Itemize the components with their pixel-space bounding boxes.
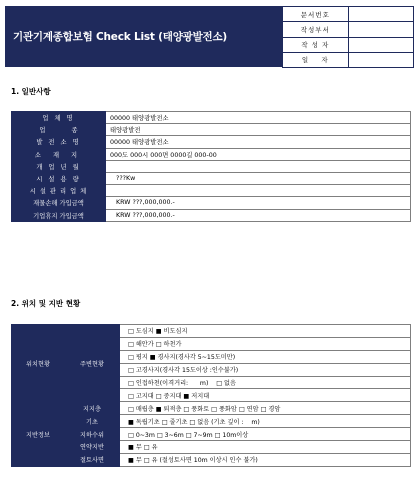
row-value[interactable] [106, 160, 411, 172]
meta-label-date: 일 자 [283, 52, 349, 67]
ground-row-label: 기초 [65, 415, 120, 428]
ground-row-label: 절토사면 [65, 453, 120, 466]
ground-row-label: 지지층 [65, 402, 120, 415]
row-label: 재물손해 가입금액 [12, 197, 106, 209]
document-title: 기관기계종합보험 Check List (태양광발전소) [5, 6, 282, 67]
meta-value-date[interactable] [348, 52, 413, 67]
table-row [12, 172, 411, 184]
row-label: 개 업 년 월 [12, 160, 106, 172]
row-label: 소 재 지 [12, 148, 106, 160]
row-value[interactable]: ???Kw [106, 172, 411, 184]
row-label: 시 설 관 리 업 체 [12, 185, 106, 197]
checkbox-option[interactable]: □ 평지 ■ 경사지(경사각 5~15도미만) [120, 350, 411, 363]
checkbox-option[interactable]: ■ 무 □ 유 [120, 441, 411, 454]
ground-row-label: 지하수위 [65, 428, 120, 441]
ground-row-label: 연약지반 [65, 441, 120, 454]
row-label: 업 종 [12, 124, 106, 136]
location-ground-table [11, 324, 411, 467]
meta-label-author: 작 성 자 [283, 37, 349, 52]
row-value[interactable]: KRW ???,000,000.- [106, 197, 411, 209]
row-value[interactable]: 000도 000시 000면 0000길 000-00 [106, 148, 411, 160]
table-row [12, 325, 411, 338]
checkbox-option[interactable]: ■ 독립기초 □ 줄기초 □ 없음 (기초 깊이 : m) [120, 415, 411, 428]
row-label: 발 전 소 명 [12, 136, 106, 148]
table-row [12, 453, 411, 466]
row-value[interactable]: KRW ???,000,000.- [106, 209, 411, 221]
row-label: 시 설 용 량 [12, 172, 106, 184]
table-row [12, 185, 411, 197]
table-row [12, 197, 411, 209]
row-value[interactable]: 태양광발전 [106, 124, 411, 136]
general-info-table [11, 111, 411, 222]
checkbox-option[interactable]: □ 0~3m □ 3~6m □ 7~9m □ 10m이상 [120, 428, 411, 441]
meta-value-doc-number[interactable] [348, 7, 413, 22]
row-value[interactable] [106, 185, 411, 197]
table-row [12, 441, 411, 454]
document-meta-table [282, 6, 414, 68]
ground-category-label: 지반정보 [12, 402, 65, 466]
meta-value-author[interactable] [348, 37, 413, 52]
checkbox-option[interactable]: □ 매립층 ■ 퇴적층 □ 풍화토 □ 풍화암 □ 연암 □ 경암 [120, 402, 411, 415]
table-row [12, 124, 411, 136]
checkbox-option[interactable]: □ 인접하천(이격거리: m) □ 없음 [120, 376, 411, 389]
table-row [12, 160, 411, 172]
table-row [12, 148, 411, 160]
meta-label-doc-number: 문서번호 [283, 7, 349, 22]
checkbox-option[interactable]: □ 고지대 □ 중지대 ■ 저지대 [120, 389, 411, 402]
checkbox-option[interactable]: □ 해안가 □ 하천가 [120, 337, 411, 350]
table-row [12, 112, 411, 124]
checkbox-option[interactable]: □ 도심지 ■ 비도심지 [120, 325, 411, 338]
checkbox-option[interactable]: □ 고경사지(경사각 15도이상 :인수불가) [120, 363, 411, 376]
document-header [5, 6, 414, 67]
table-row [12, 136, 411, 148]
section2-title: 2. 위치 및 지반 현황 [11, 299, 81, 308]
row-label: 기업휴지 가입금액 [12, 209, 106, 221]
row-value[interactable]: 00000 태양광발전소 [106, 112, 411, 124]
meta-label-department: 작성부서 [283, 22, 349, 37]
table-row [12, 428, 411, 441]
checkbox-option[interactable]: ■ 무 □ 유 (절성토사면 10m 이상시 인수 불가) [120, 453, 411, 466]
section1-title: 1. 일반사항 [11, 87, 51, 96]
table-row [12, 402, 411, 415]
location-category-label: 위치현황 [12, 325, 65, 402]
row-label: 업 체 명 [12, 112, 106, 124]
row-value[interactable]: 00000 태양광발전소 [106, 136, 411, 148]
surroundings-label: 주변현황 [65, 325, 120, 402]
table-row [12, 209, 411, 221]
meta-value-department[interactable] [348, 22, 413, 37]
table-row [12, 415, 411, 428]
